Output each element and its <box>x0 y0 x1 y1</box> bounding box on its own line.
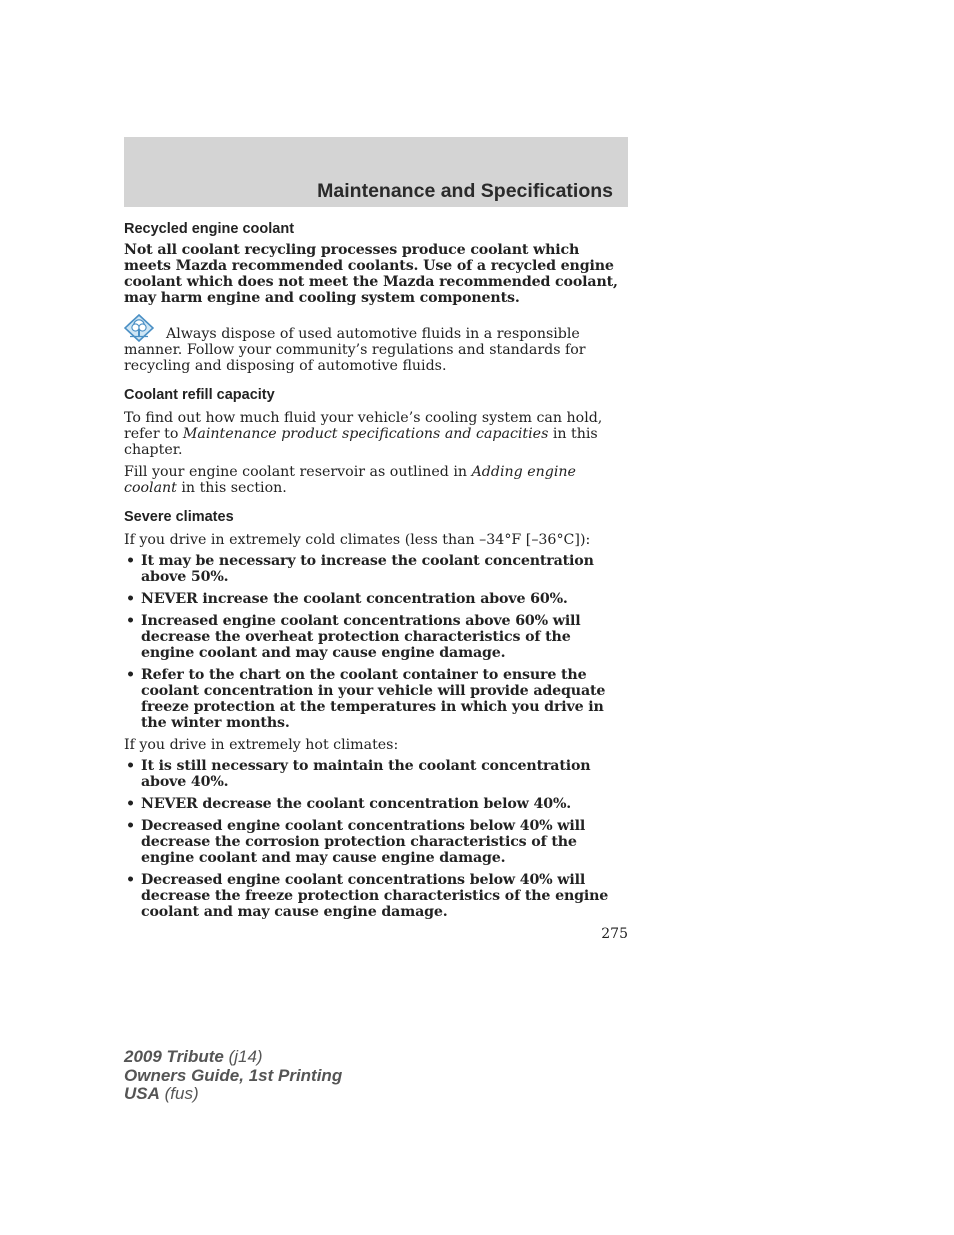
heading-severe-climates: Severe climates <box>124 509 234 525</box>
hot-climates-list <box>124 758 628 920</box>
list-item: • Decreased engine coolant concentrations below 40% will decrease the freeze protection characteristics of the engine coolant and may cause engine damage. <box>126 872 609 920</box>
cold-climates-list <box>124 553 628 731</box>
hot-climates-intro: If you drive in extremely hot climates: <box>124 737 399 753</box>
list-item: • NEVER decrease the coolant concentration below 40%. <box>126 796 572 812</box>
tree-in-diamond-icon <box>124 314 154 342</box>
cold-climates-intro: If you drive in extremely cold climates (less than –34°F [–36°C]): <box>124 532 591 548</box>
footer-line-3: USA (fus) <box>124 1084 199 1103</box>
list-item: • Refer to the chart on the coolant container to ensure the coolant concentration in your vehicle will provide adequate freeze protection at the temperatures in which you drive in the winter months. <box>126 667 606 731</box>
list-item: • Increased engine coolant concentrations above 60% will decrease the overheat protection characteristics of the engine coolant and may cause engine damage. <box>126 613 581 661</box>
capacity-paragraph-2: Fill your engine coolant reservoir as outlined in Adding engine coolant in this section. <box>124 464 576 496</box>
heading-coolant-refill-capacity: Coolant refill capacity <box>124 387 275 403</box>
recycled-coolant-warning: Not all coolant recycling processes produce coolant which meets Mazda recommended coolants. Use of a recycled engine coolant which does not meet the Mazda recommended coolant, may harm engine and cooling system components. <box>124 242 618 306</box>
chapter-header-band <box>124 137 628 207</box>
capacity-paragraph-1: To find out how much fluid your vehicle’s cooling system can hold, refer to Maintenance product specifications and capacities in this chapter. <box>124 410 603 458</box>
footer-line-2: Owners Guide, 1st Printing <box>124 1065 343 1085</box>
print-footer <box>124 1048 342 1104</box>
environment-note <box>124 318 628 374</box>
footer-line-1: 2009 Tribute (j14) <box>124 1047 263 1066</box>
list-item: • It is still necessary to maintain the coolant concentration above 40%. <box>126 758 591 790</box>
chapter-title: Maintenance and Specifications <box>317 180 613 202</box>
list-item: • It may be necessary to increase the coolant concentration above 50%. <box>126 553 594 585</box>
heading-recycled-coolant: Recycled engine coolant <box>124 221 295 237</box>
list-item: • Decreased engine coolant concentrations below 40% will decrease the corrosion protection characteristics of the engine coolant and may cause engine damage. <box>126 818 586 866</box>
environment-note-text: Always dispose of used automotive fluids in a responsible manner. Follow your community’s regulations and standards for recycling and disposing of automotive fluids. <box>124 326 586 374</box>
list-item: • NEVER increase the coolant concentration above 60%. <box>126 591 568 607</box>
page-content <box>124 220 628 920</box>
page-number: 275 <box>601 926 628 942</box>
